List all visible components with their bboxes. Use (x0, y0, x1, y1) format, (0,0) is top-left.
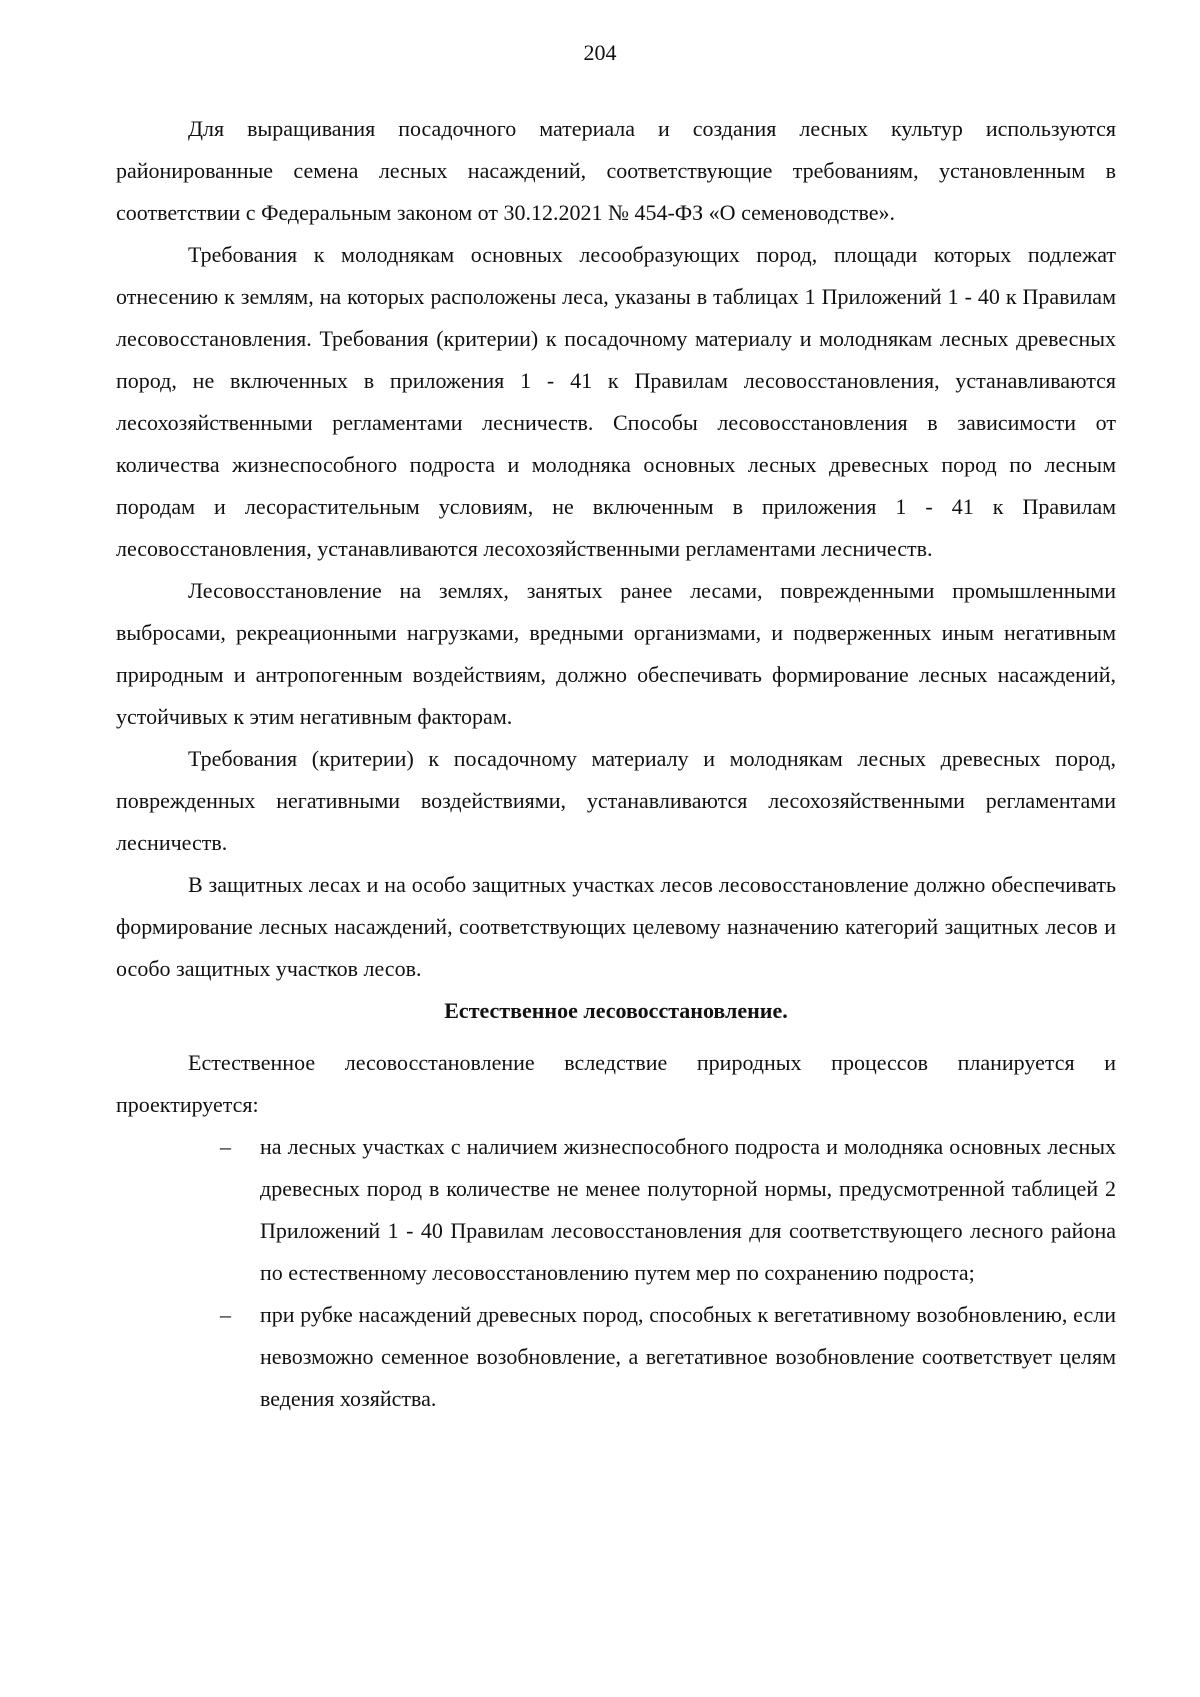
document-body (116, 108, 1116, 1420)
paragraph-young-stand-requirements: Требования к молоднякам основных лесообразующих пород, площади которых подлежат отнесению к землям, на которых расположены леса, указаны в таблицах 1 Приложений 1 - 40 к Правилам лесовосстановления. Требования (критерии) к посадочному материалу и молоднякам лесных древесных пород, не включенных в приложения 1 - 41 к Правилам лесовосстановления, устанавливаются лесохозяйственными регламентами лесничеств. Способы лесовосстановления в зависимости от количества жизнеспособного подроста и молодняка основных лесных древесных пород по лесным породам и лесорастительным условиям, не включенным в приложения 1 - 41 к Правилам лесовосстановления, устанавливаются лесохозяйственными регламентами лесничеств. (116, 242, 1116, 561)
list-item (116, 1126, 1116, 1294)
natural-regeneration-list (116, 1126, 1116, 1420)
section-heading: Естественное лесовосстановление. (444, 998, 788, 1023)
list-item-text: на лесных участках с наличием жизнеспособного подроста и молодняка основных лесных древесных пород в количестве не менее полуторной нормы, предусмотренной таблицей 2 Приложений 1 - 40 Правилам лесовосстановления для соответствующего лесного района по естественному лесовосстановлению путем мер по сохранению подроста; (260, 1134, 1116, 1285)
dash-marker: – (220, 1134, 231, 1159)
paragraph-damaged-lands: Лесовосстановление на землях, занятых ранее лесами, поврежденными промышленными выбросами, рекреационными нагрузками, вредными организмами, и подверженных иным негативным природным и антропогенным воздействиям, должно обеспечивать формирование лесных насаждений, устойчивых к этим негативным факторам. (116, 578, 1116, 729)
paragraph-damaged-requirements: Требования (критерии) к посадочному материалу и молоднякам лесных древесных пород, поврежденных негативными воздействиями, устанавливаются лесохозяйственными регламентами лесничеств. (116, 746, 1116, 855)
paragraph-protective-forests: В защитных лесах и на особо защитных участках лесов лесовосстановление должно обеспечивать формирование лесных насаждений, соответствующих целевому назначению категорий защитных лесов и особо защитных участков лесов. (116, 872, 1116, 981)
page-number: 204 (583, 40, 617, 65)
paragraph-natural-intro: Естественное лесовосстановление вследствие природных процессов планируется и проектируется: (116, 1050, 1116, 1117)
paragraph-seeds: Для выращивания посадочного материала и создания лесных культур используются районированные семена лесных насаждений, соответствующие требованиям, установленным в соответствии с Федеральным законом от 30.12.2021 № 454-ФЗ «О семеноводстве». (116, 116, 1116, 225)
dash-marker: – (220, 1302, 231, 1327)
list-item-text: при рубке насаждений древесных пород, способных к вегетативному возобновлению, если невозможно семенное возобновление, а вегетативное возобновление соответствует целям ведения хозяйства. (260, 1302, 1116, 1411)
list-item (116, 1294, 1116, 1420)
